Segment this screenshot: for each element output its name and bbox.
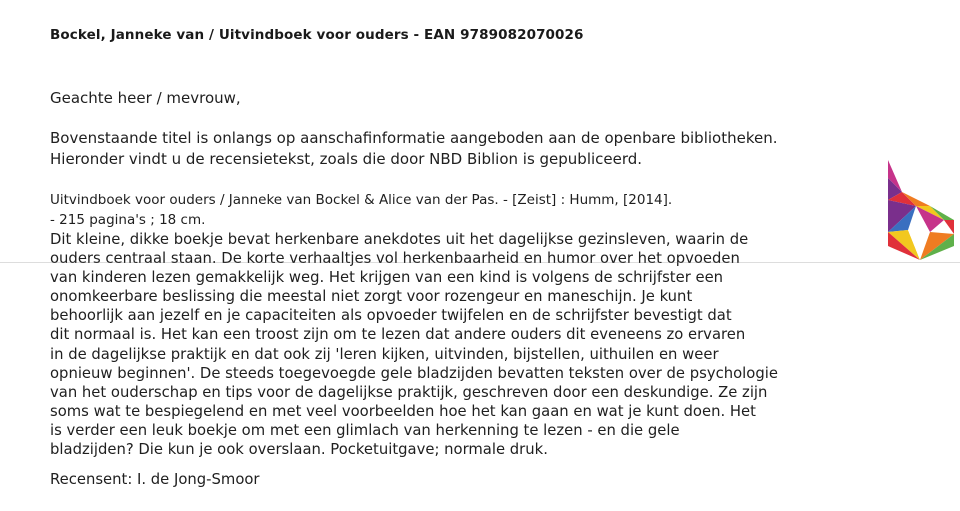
document-header: Bockel, Janneke van / Uitvindboek voor ouders - EAN 9789082070026	[50, 27, 584, 43]
review-line: is verder een leuk boekje om met een glimlach van herkenning te lezen - en die gele	[50, 421, 680, 439]
review-line: van het ouderschap en tips voor de dagelijkse praktijk, geschreven door een deskundige. Ze zijn	[50, 383, 768, 401]
review-line: bladzijden? Die kun je ook overslaan. Pocketuitgave; normale druk.	[50, 441, 548, 459]
bibliographic-line: Uitvindboek voor ouders / Janneke van Bockel & Alice van der Pas. - [Zeist] : Humm, [2014].	[50, 192, 673, 208]
bibliographic-line: - 215 pagina's ; 18 cm.	[50, 212, 206, 228]
biblion-logo-icon	[884, 160, 956, 264]
greeting: Geachte heer / mevrouw,	[50, 89, 241, 107]
review-line: ouders centraal staan. De korte verhaaltjes vol herkenbaarheid en humor over het opvoeden	[50, 250, 740, 268]
intro-paragraph	[50, 128, 778, 170]
review-line: Dit kleine, dikke boekje bevat herkenbare anekdotes uit het dagelijkse gezinsleven, waarin de	[50, 231, 749, 248]
review-line: onomkeerbare beslissing die meestal niet zorgt voor rozengeur en maneschijn. Je kunt	[50, 288, 693, 306]
review-line: van kinderen lezen gemakkelijk weg. Het krijgen van een kind is volgens de schrijfster een	[50, 269, 724, 287]
bibliographic-description	[50, 190, 672, 230]
intro-line: Bovenstaande titel is onlangs op aanschafinformatie aangeboden aan de openbare bibliotheken.	[50, 129, 778, 147]
review-text	[50, 230, 890, 459]
review-line: opnieuw beginnen'. De steeds toegevoegde gele bladzijden bevatten teksten over de psychologie	[50, 364, 778, 382]
scan-artifact-line	[0, 262, 960, 263]
intro-line: Hieronder vindt u de recensietekst, zoals die door NBD Biblion is gepubliceerd.	[50, 150, 643, 168]
review-line: soms wat te bespiegelend en met veel voorbeelden hoe het kan gaan en wat je kunt doen. Het	[50, 402, 756, 420]
review-line: dit normaal is. Het kan een troost zijn om te lezen dat andere ouders dit eveneens zo ervaren	[50, 326, 746, 344]
recensent: Recensent: I. de Jong-Smoor	[50, 471, 260, 488]
review-line: behoorlijk aan jezelf en je capaciteiten als opvoeder twijfelen en de schrijfster bevestigt dat	[50, 307, 732, 325]
review-line: in de dagelijkse praktijk en dat ook zij 'leren kijken, uitvinden, bijstellen, uithuilen en weer	[50, 345, 719, 363]
